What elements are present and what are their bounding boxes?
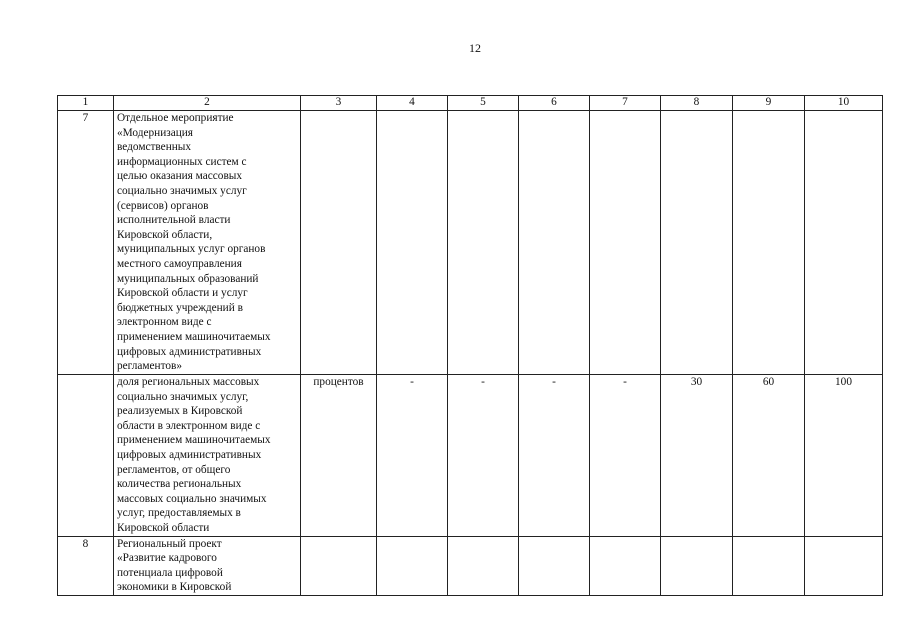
value-cell [661, 536, 733, 595]
value-cell: - [519, 375, 590, 537]
column-header: 1 [58, 96, 114, 111]
unit-cell [301, 536, 377, 595]
column-number-row [58, 96, 883, 111]
table-row [58, 111, 883, 375]
row-description: доля региональных массовых социально значимых услуг, реализуемых в Кировской области в электронном виде с применением машиночитаемых цифровых административных регламентов, от общего количества региональных массовых социально значимых услуг, предоставляемых в Кировской области [114, 375, 301, 537]
value-cell [519, 111, 590, 375]
value-cell: 60 [733, 375, 805, 537]
value-cell [805, 536, 883, 595]
column-header: 5 [448, 96, 519, 111]
table-row [58, 375, 883, 537]
value-cell [448, 111, 519, 375]
value-cell [733, 111, 805, 375]
value-cell [590, 111, 661, 375]
row-description: Отдельное мероприятие «Модернизация ведомственных информационных систем с целью оказания массовых социально значимых услуг (сервисов) органов исполнительной власти Кировской области, муниципальных услуг органов местного самоуправления муниципальных образований Кировской области и услуг бюджетных учреждений в электронном виде с применением машиночитаемых цифровых административных регламентов» [114, 111, 301, 375]
value-cell: - [377, 375, 448, 537]
row-number: 7 [58, 111, 114, 375]
column-header: 6 [519, 96, 590, 111]
column-header: 8 [661, 96, 733, 111]
value-cell: 100 [805, 375, 883, 537]
value-cell [377, 111, 448, 375]
value-cell [733, 536, 805, 595]
indicators-table [57, 95, 883, 596]
column-header: 7 [590, 96, 661, 111]
value-cell [661, 111, 733, 375]
value-cell [805, 111, 883, 375]
value-cell: - [590, 375, 661, 537]
column-header: 2 [114, 96, 301, 111]
column-header: 4 [377, 96, 448, 111]
value-cell [377, 536, 448, 595]
row-number: 8 [58, 536, 114, 595]
row-number [58, 375, 114, 537]
unit-cell [301, 111, 377, 375]
value-cell [590, 536, 661, 595]
value-cell: - [448, 375, 519, 537]
page-number: 12 [469, 41, 481, 55]
unit-cell: процентов [301, 375, 377, 537]
value-cell [519, 536, 590, 595]
column-header: 3 [301, 96, 377, 111]
row-description: Региональный проект «Развитие кадрового потенциала цифровой экономики в Кировской [114, 536, 301, 595]
value-cell: 30 [661, 375, 733, 537]
column-header: 9 [733, 96, 805, 111]
value-cell [448, 536, 519, 595]
column-header: 10 [805, 96, 883, 111]
table-row [58, 536, 883, 595]
